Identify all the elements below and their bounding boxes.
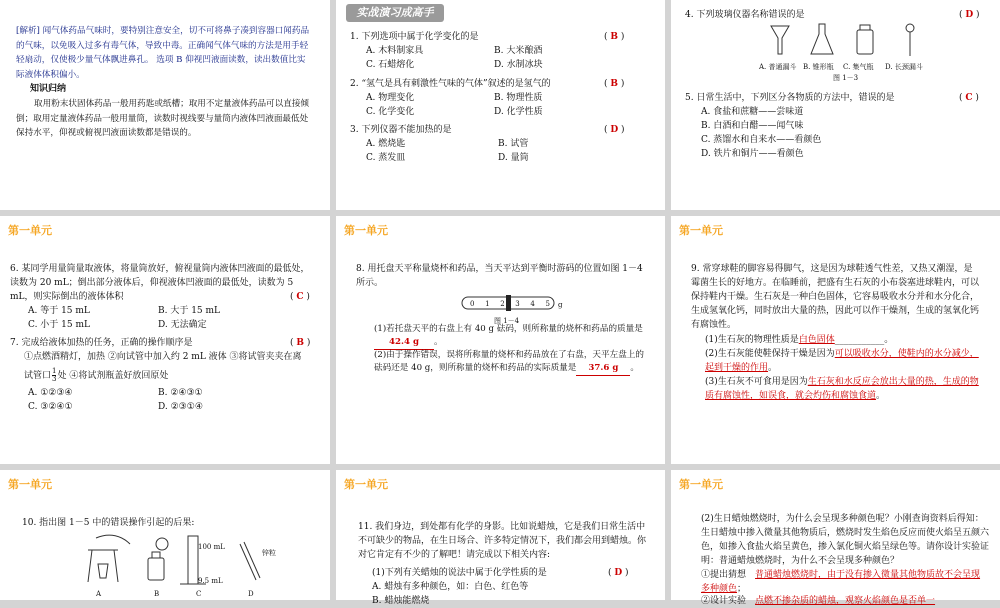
glass-label-b: B. 锥形瓶 xyxy=(803,63,834,71)
panel-measuring xyxy=(0,216,330,464)
option-a: A. 燃烧匙 xyxy=(366,139,406,149)
question-9-part3: (3)生石灰不可食用是因为生石灰和水反应会放出大量的热，生成的物质有腐蚀性，如误食，就会灼伤和腐蚀食道。 xyxy=(705,377,979,401)
option-b: B. 大于 15 mL xyxy=(158,306,221,316)
option-b: B. 蜡烛能燃烧 xyxy=(372,596,430,606)
question-10: 10. 指出图 1－5 中的错误操作引起的后果: xyxy=(22,518,195,528)
option-a: A. ①②③④ xyxy=(28,388,73,398)
unit-label: 第一单元 xyxy=(344,478,388,491)
question-3: 3. 下列仪器不能加热的是 xyxy=(350,125,452,135)
option-a: A. 物理变化 xyxy=(366,93,415,103)
question-8: 8. 用托盘天平称量烧杯和药品，当天平达到平衡时游码的位置如图 1－4 所示。 xyxy=(356,264,643,288)
panel-practice xyxy=(336,0,665,210)
option-b: B. 物理性质 xyxy=(494,93,543,103)
fig-label-a: A xyxy=(96,590,102,598)
glass-label-d: D. 长颈漏斗 xyxy=(885,63,923,71)
option-d: D. 铁片和铜片——看颜色 xyxy=(701,149,804,159)
answer-11: ( D ) xyxy=(608,568,629,578)
option-a: A. 等于 15 mL xyxy=(28,306,90,316)
answer-7: ( B ) xyxy=(290,338,311,348)
practice-banner: 实战演习成高手 xyxy=(346,4,444,22)
glass-label-c: C. 集气瓶 xyxy=(843,63,874,71)
answer-3: ( D ) xyxy=(604,125,625,135)
question-7-steps-cont: 试管口 $\frac{1}{3}$ 处 ④将试剂瓶盖好放回原处 xyxy=(24,367,169,383)
unit-label: 第一单元 xyxy=(679,224,723,237)
option-c: C. ③②④① xyxy=(28,402,73,412)
question-5: 5. 日常生活中，下列区分各物质的方法中，错误的是 xyxy=(685,93,895,103)
long-neck-funnel-icon xyxy=(906,24,914,56)
error-operations-figure xyxy=(70,530,270,592)
question-11-part1: (1)下列有关蜡烛的说法中属于化学性质的是 xyxy=(372,568,547,578)
question-1: 1. 下列选项中属于化学变化的是 xyxy=(350,32,479,42)
panel-quicklime xyxy=(671,216,1000,464)
answer-1: ( B ) xyxy=(604,32,625,42)
unit-label: 第一单元 xyxy=(344,224,388,237)
test-tube-icon xyxy=(240,542,260,580)
glass-label-a: A. 普通漏斗 xyxy=(759,63,797,71)
figure-caption: 图 1－3 xyxy=(833,74,859,82)
option-b: B. 白酒和白醋——闻气味 xyxy=(701,121,804,131)
option-c: C. 蒸馏水和自来水——看颜色 xyxy=(701,135,822,145)
option-c: C. 石蜡熔化 xyxy=(366,60,415,70)
unit-label: 第一单元 xyxy=(8,224,52,237)
question-11-experiment: ②设计实验 点燃不掺杂质的蜡烛，观察火焰颜色是否单一 xyxy=(701,596,936,606)
panel-errors xyxy=(0,470,330,600)
question-11-part2: (2)生日蜡烛燃烧时，为什么会呈现多种颜色呢？小刚查询资料后得知：生日蜡烛中掺入微量其他物质后，燃烧时发生焰色反应而使火焰呈五颜六色，如掺入食盐火焰呈黄色，掺入氯化铜火焰呈绿色等。请你设计实验证明：普通蜡烛燃烧时，为什么不会呈现多种颜色？ xyxy=(701,514,990,566)
question-4: 4. 下列玻璃仪器名称错误的是 xyxy=(685,10,805,20)
option-d: D. 无法确定 xyxy=(158,320,207,330)
answer-6: ( C ) xyxy=(290,292,310,302)
bottle-icon xyxy=(148,538,168,580)
knowledge-heading: 知识归纳 xyxy=(30,84,67,94)
option-c: C. 小于 15 mL xyxy=(28,320,90,330)
option-a: A. 食盐和蔗糖——尝味道 xyxy=(701,107,804,117)
question-2: 2. “氢气是具有刺激性气味的气体”叙述的是氢气的 xyxy=(350,79,551,89)
option-b: B. 试管 xyxy=(498,139,529,149)
fig-label-c: C xyxy=(196,590,202,598)
ruler-unit: g xyxy=(558,301,563,309)
question-7: 7. 完成给液体加热的任务，正确的操作顺序是 xyxy=(10,338,193,348)
question-7-steps: ①点燃酒精灯，加热 ②向试管中加入约 2 mL 液体 ③将试管夹夹在离 xyxy=(24,352,302,362)
option-d: D. 量筒 xyxy=(498,153,529,163)
option-c: C. 蒸发皿 xyxy=(366,153,406,163)
question-9: 9. 常穿球鞋的脚容易得脚气，这是因为球鞋透气性差，又热又潮湿，是霉菌生长的好地方。在临睡前，把盛有生石灰的小布袋塞进球鞋内，可以保持鞋内干燥。生石灰是一种白色固体，它容易吸收水分并和水分化合，生成氢氧化钙，同时放出大量的热，因此可以作干燥剂，生成的氢氧化钙有腐蚀性。 xyxy=(691,264,980,330)
figure-caption: 图 1－4 xyxy=(494,317,520,325)
option-d: D. ②③①④ xyxy=(158,402,203,412)
conical-flask-icon xyxy=(811,24,833,54)
question-9-part2: (2)生石灰能使鞋保持干燥是因为可以吸收水分，使鞋内的水分减少，起到干燥的作用。 xyxy=(705,349,979,373)
answer-5: ( C ) xyxy=(959,93,979,103)
knowledge-body: 取用粉末状固体药品一般用药匙或纸槽；取用不定量液体药品可以直接倾倒；取用定量液体药品一般用量筒，读数时视线要与量筒内液体凹液面最低处保持水平，仰视或俯视凹液面读数都是错误的。 xyxy=(16,99,310,138)
cylinder-100ml: 100 mL xyxy=(198,543,225,551)
option-a: A. 木料制家具 xyxy=(366,46,424,56)
question-8-part1: (1)若托盘天平的右盘上有 40 g 砝码，则所称量的烧杯和药品的质量是42.4 g 。 xyxy=(374,323,644,350)
zinc-label: 锌粒 xyxy=(262,549,276,557)
panel-balance xyxy=(336,216,665,464)
answer-4: ( D ) xyxy=(959,10,980,20)
answer-2: ( B ) xyxy=(604,79,625,89)
option-b: B. 大米酿酒 xyxy=(494,46,543,56)
option-d: D. 化学性质 xyxy=(494,107,543,117)
question-11-hypothesis: ①提出猜想 普通蜡烛燃烧时，由于没有掺入微量其他物质故不会呈现多种颜色； xyxy=(701,570,981,594)
heating-tripod-icon xyxy=(88,535,130,582)
question-6: 6. 某同学用量筒量取液体，将量筒放好，俯视量筒内液体凹液面的最低处，读数为 20 mL；倒出部分液体后，仰视液体凹液面的最低处，读数为 5 mL，则实际倒出的液体体积 xyxy=(10,264,310,302)
question-9-part1: (1)生石灰的物理性质是白色固体___________。 xyxy=(705,335,894,345)
question-8-part2: (2)由于操作错误，误将所称量的烧杯和药品放在了右盘，天平左盘上的砝码还是 40 g，则所称量的烧杯和药品的实际质量是 37.6 g 。 xyxy=(374,349,644,376)
panel-candle-colors xyxy=(671,470,1000,606)
panel-glassware xyxy=(671,0,1000,210)
funnel-icon xyxy=(771,26,789,54)
option-b: B. ②④③① xyxy=(158,388,203,398)
option-a: A. 蜡烛有多种颜色，如：白色、红色等 xyxy=(372,582,529,592)
panel-analysis xyxy=(0,0,330,210)
question-11: 11. 我们身边，到处都有化学的身影。比如说蜡烛，它是我们日常生活中不可缺少的物品，在生日场合、许多特定情况下，我们都会用到蜡烛。你对它肯定有不少的了解吧！请完成以下相关内容: xyxy=(358,522,647,560)
fig-label-b: B xyxy=(154,590,160,598)
unit-label: 第一单元 xyxy=(8,478,52,491)
unit-label: 第一单元 xyxy=(679,478,723,491)
cylinder-9-5ml: 9.5 mL xyxy=(198,577,223,585)
glassware-figure xyxy=(767,20,947,60)
option-d: D. 水制冰块 xyxy=(494,60,543,70)
option-c: C. 化学变化 xyxy=(366,107,415,117)
gas-bottle-icon xyxy=(857,25,873,54)
panel-candle xyxy=(336,470,665,606)
analysis-text: [解析] 闻气体药品气味时，要特别注意安全，切不可将鼻子凑到容器口闻药品的气味，以免吸入过多有毒气体，导致中毒。正确闻气体气味的方法是用手轻轻扇动，仅使极少量气体飘进鼻孔。 选项 B 仰视凹液面读数，读出数值比实际液体体积偏小。 xyxy=(16,26,310,80)
fig-label-d: D xyxy=(248,590,254,598)
ruler-labels: 0 1 2 3 4 5 xyxy=(470,300,550,308)
